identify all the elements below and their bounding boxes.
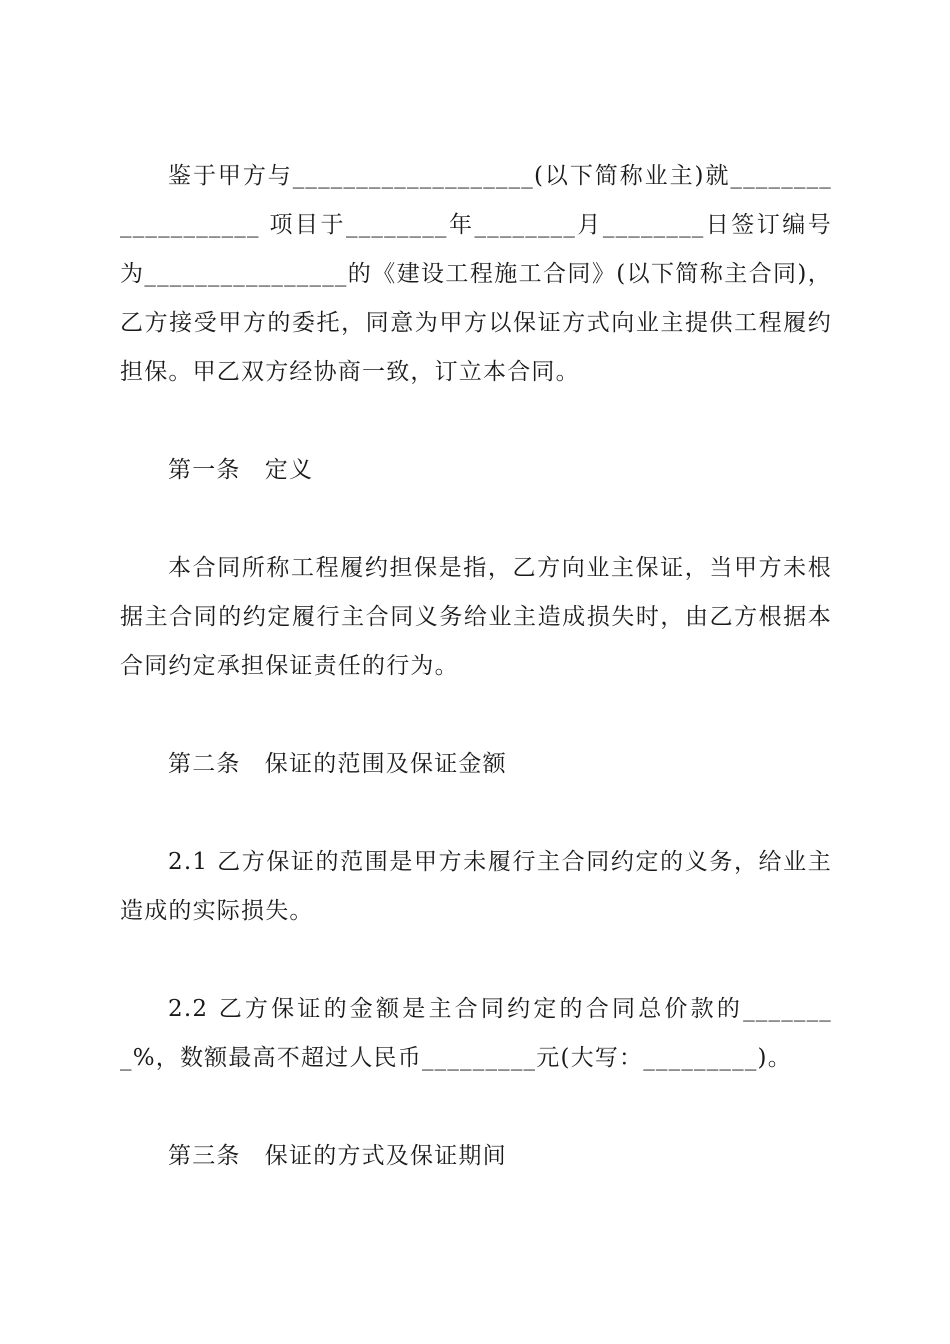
intro-paragraph: 鉴于甲方与___________________(以下简称业主)就___________________ 项目于________年________月________日签订编号为________________的《建设工程施工合同》(以下简称主合同)，乙方接受甲方的委托，同意为甲方以保证方式向业主提供工程履约担保。甲乙双方经协商一致，订立本合同。 <box>120 163 832 385</box>
article-3-title: 第三条 保证的方式及保证期间 <box>168 1143 507 1169</box>
article-2-title: 第二条 保证的范围及保证金额 <box>168 751 507 777</box>
article-1-title: 第一条 定义 <box>168 457 314 483</box>
article-1-body: 本合同所称工程履约担保是指，乙方向业主保证，当甲方未根据主合同的约定履行主合同义务给业主造成损失时，由乙方根据本合同约定承担保证责任的行为。 <box>120 555 832 679</box>
clause-2-1: 2.1 乙方保证的范围是甲方未履行主合同约定的义务，给业主造成的实际损失。 <box>120 849 832 924</box>
document-page <box>120 152 832 1181</box>
clause-2-2: 2.2 乙方保证的金额是主合同约定的合同总价款的________%，数额最高不超过人民币_________元(大写：_________)。 <box>120 996 832 1071</box>
